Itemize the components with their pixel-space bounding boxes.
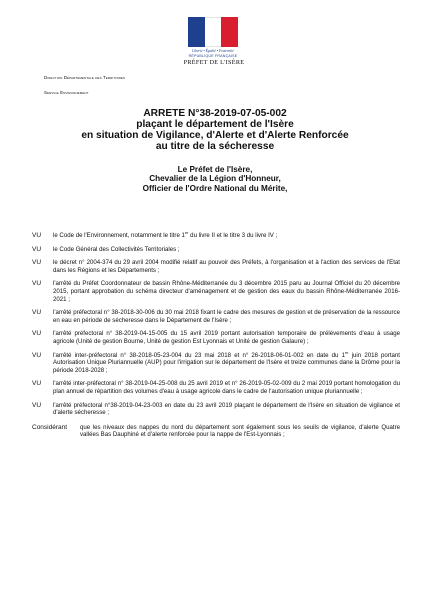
clause-text: l'arrêté préfectoral n° 38-2019-04-15-005 du 15 avril 2019 portant autorisation temporaire de prélèvements d'eau à usage agricole (Unité de gestion Bourne, Unité de gestion Est Lyonnais et Unité de gestion Galaure) ; xyxy=(53,330,400,345)
vu-clause xyxy=(32,259,400,274)
clause-label: VU xyxy=(32,280,42,288)
arrete-subject-line: plaçant le département de l'Isère xyxy=(136,119,294,130)
vu-clause xyxy=(32,246,400,254)
clause-text: l'arrêté inter-préfectoral n° 38-2018-05-23-004 du 23 mai 2018 et n° 26-2018-06-01-002 en date du 1er juin 2018 portant Autorisation Unique Pluriannuelle (AUP) pour l'irrigation sur le département de l'Isère et treize communes dane la Drôme pour la période 2018-2028 ; xyxy=(53,349,400,374)
vu-clause xyxy=(32,402,400,417)
clause-text: le Code de l'Environnement, notamment le titre 1er du livre II et le titre 3 du livre IV ; xyxy=(53,229,278,239)
arrete-number: ARRETE N°38-2019-07-05-002 xyxy=(143,108,287,119)
clause-text: l'arrêté du Préfet Coordonnateur de bassin Rhône-Méditerranée du 3 décembre 2015 paru au Journal Officiel du 20 décembre 2015, portant approbation du schéma directeur d'aménagement et de gestion des eaux du bassin Rhône-Méditerranée 2016-2021 ; xyxy=(53,280,400,303)
vu-clause xyxy=(32,229,400,240)
clause-text: le Code Général des Collectivités Territoriales ; xyxy=(53,245,180,253)
republic-name: RÉPUBLIQUE FRANÇAISE xyxy=(188,54,238,58)
considerant-clause xyxy=(32,424,400,439)
clause-label: VU xyxy=(32,232,42,239)
legal-clauses xyxy=(32,229,400,439)
french-flag-icon xyxy=(188,17,238,47)
clause-text: l'arrêté préfectoral n°38-2019-04-23-003 en date du 23 avril 2019 plaçant le département de l'Isère en situation de vigilance et d'alerte sécheresse ; xyxy=(53,401,400,417)
republic-motto: Liberté • Égalité • Fraternité xyxy=(192,49,234,53)
clause-label: VU xyxy=(32,259,42,267)
prefet-signatory-block xyxy=(60,165,370,193)
clause-text: le décret n° 2004-374 du 29 avril 2004 modifié relatif au pouvoir des Préfets, à l'organisation et à l'action des services de l'Etat dans les Régions et les Départements ; xyxy=(53,259,400,274)
clause-text: que les niveaux des nappes du nord du département sont également sous les seuils de vigilance, d'alerte Quatre vallées Bas Dauphiné et d'alerte renforcée pour la nappe de l'Est-Lyonnais ; xyxy=(80,423,400,439)
direction-label: Direction Départementale des Territoires xyxy=(44,75,126,80)
vu-clause xyxy=(32,280,400,303)
clause-label: VU xyxy=(32,401,42,409)
vu-clause xyxy=(32,330,400,345)
clause-label: VU xyxy=(32,380,42,388)
arrete-title xyxy=(60,108,370,152)
vu-clause xyxy=(32,349,400,375)
clause-text: l'arrêté inter-préfectoral n° 38-2019-04-25-008 du 25 avril 2019 et n° 26-2019-05-02-009 du 2 mai 2019 portant homologation du plan annuel de répartition des volumes d'eau à usage agricole dans le cadre de l'autorisation unique pluriannuelle ; xyxy=(53,380,400,395)
clause-label: Considérant xyxy=(32,423,68,431)
arrete-subject-line: au titre de la sécheresse xyxy=(155,141,275,152)
arrete-subject-line: en situation de Vigilance, d'Alerte et d'Alerte Renforcée xyxy=(81,130,349,141)
clause-label: VU xyxy=(32,245,42,253)
prefet-honor: Officier de l'Ordre National du Mérite, xyxy=(142,183,288,193)
prefet-title: Le Préfet de l'Isère, xyxy=(177,165,253,174)
marianne-logo xyxy=(188,17,238,58)
prefet-honor: Chevalier de la Légion d'Honneur, xyxy=(149,174,281,184)
service-label: Service Environnement xyxy=(44,90,89,95)
vu-clause xyxy=(32,309,400,324)
clause-label: VU xyxy=(32,351,42,359)
clause-label: VU xyxy=(32,309,42,317)
clause-text: l'arrêté préfectoral n° 38-2018-30-006 du 30 mai 2018 fixant le cadre des mesures de gestion et de préservation de la ressource en eau en période de sécheresse dans le Département de l'Isère ; xyxy=(53,309,400,324)
vu-clause xyxy=(32,380,400,395)
prefet-header: PRÉFET DE L'ISÈRE xyxy=(183,59,245,66)
clause-label: VU xyxy=(32,330,42,338)
